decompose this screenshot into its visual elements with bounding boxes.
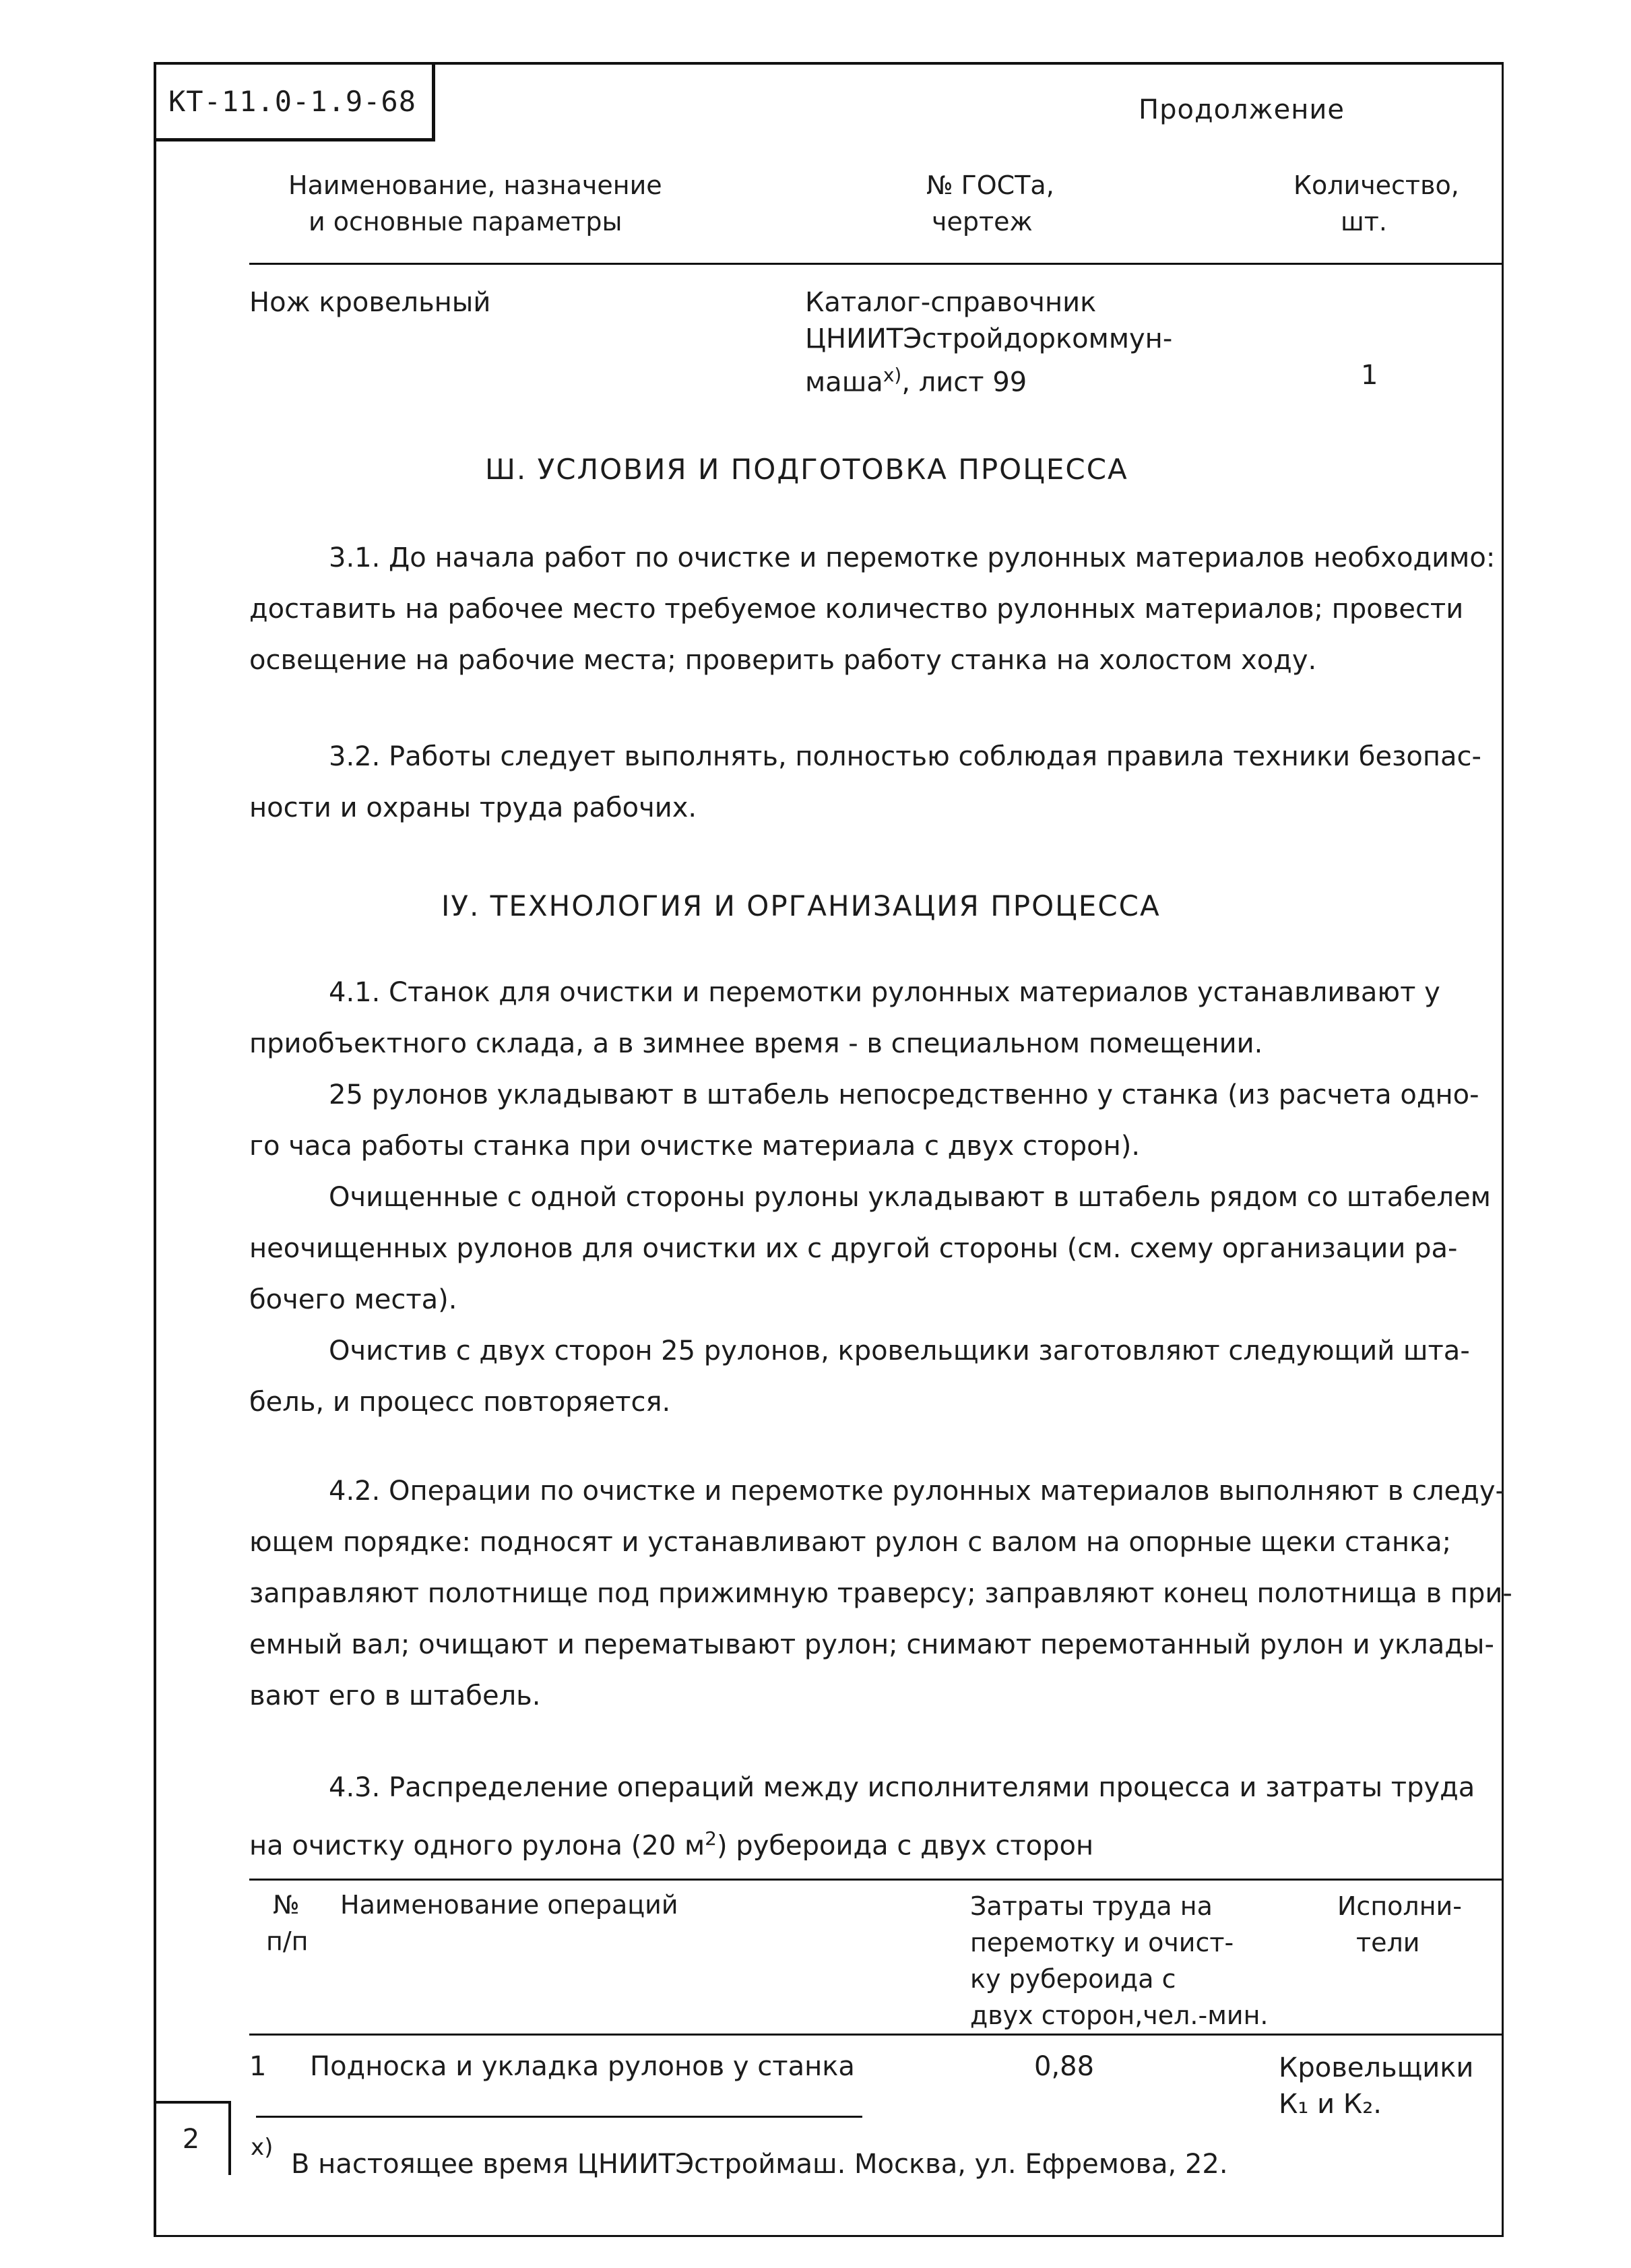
footnote-mark: x) bbox=[251, 2134, 274, 2161]
table2-row1-executors: Кровельщики К₁ и К₂. bbox=[1279, 2052, 1474, 2120]
document-code: КТ-11.0-1.9-68 bbox=[154, 62, 435, 141]
table2-header-number: № п/п bbox=[266, 1890, 309, 1956]
table1-row-reference: Каталог-справочник ЦНИИТЭстройдоркоммун- маша$^{x)}$, лист 99 bbox=[805, 287, 1173, 398]
paragraph-4-1: 4.1. Станок для очистки и перемотки рулонных материалов устанавливают у приобъектного склада, а в зимнее время - в специальном помещении. 25 рулонов укладывают в штабель непосредственно у станка (из расчета одно- го часа работы станка при очистке материала с двух сторон). Очищенные с одной стороны рулоны укладывают в штабель рядом со штабелем неочищенных рулонов для очистки их с другой стороны (см. схему организации ра- бочего места). Очистив с двух сторон 25 рулонов, кровельщики заготовляют следующий шта- бель, и процесс повторяется. bbox=[249, 977, 1491, 1418]
paragraph-3-2: 3.2. Работы следует выполнять, полностью соблюдая правила техники безопас- ности и охраны труда рабочих. bbox=[249, 741, 1481, 823]
table2-row1-number: 1 bbox=[249, 2051, 267, 2082]
table1-header-name: Наименование, назначение и основные параметры bbox=[288, 170, 662, 237]
table1-header-quantity: Количество, шт. bbox=[1293, 170, 1459, 237]
continuation-label: Продолжение bbox=[1139, 94, 1345, 125]
table2-header-rule bbox=[249, 2034, 1504, 2036]
table2-header-cost: Затраты труда на перемотку и очист- ку рубероида с двух сторон,чел.-мин. bbox=[970, 1891, 1269, 2030]
table1-row-quantity: 1 bbox=[1361, 360, 1378, 391]
table1-header-gost: № ГОСТа, чертеж bbox=[926, 170, 1054, 237]
paragraph-4-2: 4.2. Операции по очистке и перемотке рулонных материалов выполняют в следу- ющем порядке: подносят и устанавливают рулон с валом на опорные щеки станка; заправляют полотнище под прижимную траверсу; заправляют конец полотнища в при- емный вал; очищают и перематывают рулон; снимают перемотанный рулон и уклады- вают его в штабель. bbox=[249, 1476, 1512, 1711]
table2-row1-name: Подноска и укладка рулонов у станка bbox=[310, 2051, 855, 2082]
table2-header-name: Наименование операций bbox=[340, 1890, 678, 1920]
table2-top-rule bbox=[249, 1879, 1504, 1881]
section4-title: IУ. ТЕХНОЛОГИЯ И ОРГАНИЗАЦИЯ ПРОЦЕССА bbox=[441, 889, 1161, 922]
section3-title: Ш. УСЛОВИЯ И ПОДГОТОВКА ПРОЦЕССА bbox=[485, 453, 1128, 486]
footnote-text: В настоящее время ЦНИИТЭстроймаш. Москва, ул. Ефремова, 22. bbox=[291, 2149, 1228, 2180]
table2-header-executors: Исполни- тели bbox=[1337, 1891, 1462, 1957]
paragraph-4-3: 4.3. Распределение операций между исполнителями процесса и затраты труда на очистку одного рулона (20 $м^2$) рубероида с двух сторон bbox=[249, 1772, 1475, 1862]
table1-row-name: Нож кровельный bbox=[249, 287, 491, 318]
footnote-rule bbox=[256, 2116, 862, 2118]
page-number: 2 bbox=[154, 2101, 231, 2175]
paragraph-3-1: 3.1. До начала работ по очистке и перемотке рулонных материалов необходимо: доставить на рабочее место требуемое количество рулонных материалов; провести освещение на рабочие места; проверить работу станка на холостом ходу. bbox=[249, 542, 1496, 676]
table1-header-rule bbox=[249, 263, 1504, 265]
table2-row1-cost: 0,88 bbox=[1034, 2051, 1095, 2082]
